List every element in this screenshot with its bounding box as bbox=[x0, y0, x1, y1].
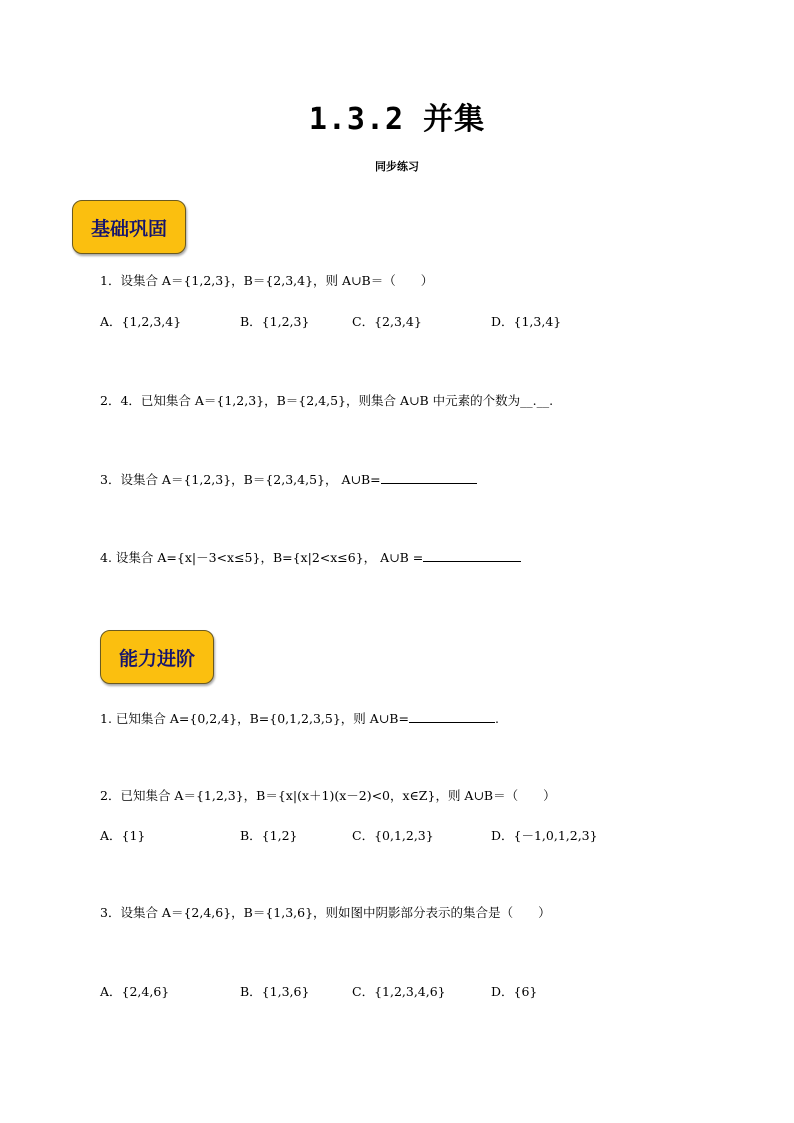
advanced-q2-option-d: D．{－1,0,1,2,3} bbox=[491, 828, 598, 843]
answer-blank bbox=[409, 709, 495, 723]
basic-question-2: 2．4．已知集合 A＝{1,2,3}，B＝{2,4,5}，则集合 A∪B 中元素的个数为__.__. bbox=[100, 393, 554, 408]
advanced-question-3: 3．设集合 A＝{2,4,6}，B＝{1,3,6}，则如图中阴影部分表示的集合是（ ） bbox=[100, 905, 551, 920]
basic-question-1: 1．设集合 A＝{1,2,3}，B＝{2,3,4}，则 A∪B＝（ ） bbox=[100, 273, 434, 288]
basic-q1-option-c: C．{2,3,4} bbox=[352, 314, 422, 329]
advanced-q3-option-a: A．{2,4,6} bbox=[100, 984, 170, 999]
answer-blank bbox=[423, 548, 521, 562]
page-subtitle: 同步练习 bbox=[375, 160, 419, 173]
basic-question-3-text: 3．设集合 A＝{1,2,3}，B＝{2,3,4,5}， A∪B= bbox=[100, 472, 381, 487]
basic-q1-option-b: B．{1,2,3} bbox=[240, 314, 310, 329]
section-heading-basic-label: 基础巩固 bbox=[90, 217, 167, 240]
basic-question-3 bbox=[100, 470, 477, 488]
section-heading-advanced-label: 能力进阶 bbox=[118, 647, 195, 670]
basic-question-4-text: 4. 设集合 A={x|－3<x≤5}，B={x|2<x≤6}， A∪B = bbox=[100, 550, 424, 565]
advanced-q2-option-a: A．{1} bbox=[100, 828, 146, 843]
advanced-question-1-text: 1. 已知集合 A={0,2,4}，B={0,1,2,3,5}，则 A∪B= bbox=[100, 711, 409, 726]
answer-blank bbox=[381, 470, 477, 484]
section-heading-advanced bbox=[100, 630, 214, 684]
basic-q1-option-a: A．{1,2,3,4} bbox=[100, 314, 182, 329]
basic-q1-option-d: D．{1,3,4} bbox=[491, 314, 562, 329]
advanced-question-2: 2．已知集合 A＝{1,2,3}，B＝{x|(x＋1)(x－2)<0，x∈Z}，则 A∪B＝（ ） bbox=[100, 788, 556, 803]
advanced-q3-option-c: C．{1,2,3,4,6} bbox=[352, 984, 446, 999]
advanced-q3-option-d: D．{6} bbox=[491, 984, 538, 999]
advanced-question-1 bbox=[100, 709, 499, 727]
advanced-q2-option-c: C．{0,1,2,3} bbox=[352, 828, 434, 843]
page-title: 1.3.2 并集 bbox=[308, 102, 486, 137]
advanced-question-1-tail: . bbox=[494, 711, 499, 726]
section-heading-basic bbox=[72, 200, 186, 254]
advanced-q3-option-b: B．{1,3,6} bbox=[240, 984, 310, 999]
basic-question-4 bbox=[100, 548, 521, 566]
advanced-q2-option-b: B．{1,2} bbox=[240, 828, 298, 843]
